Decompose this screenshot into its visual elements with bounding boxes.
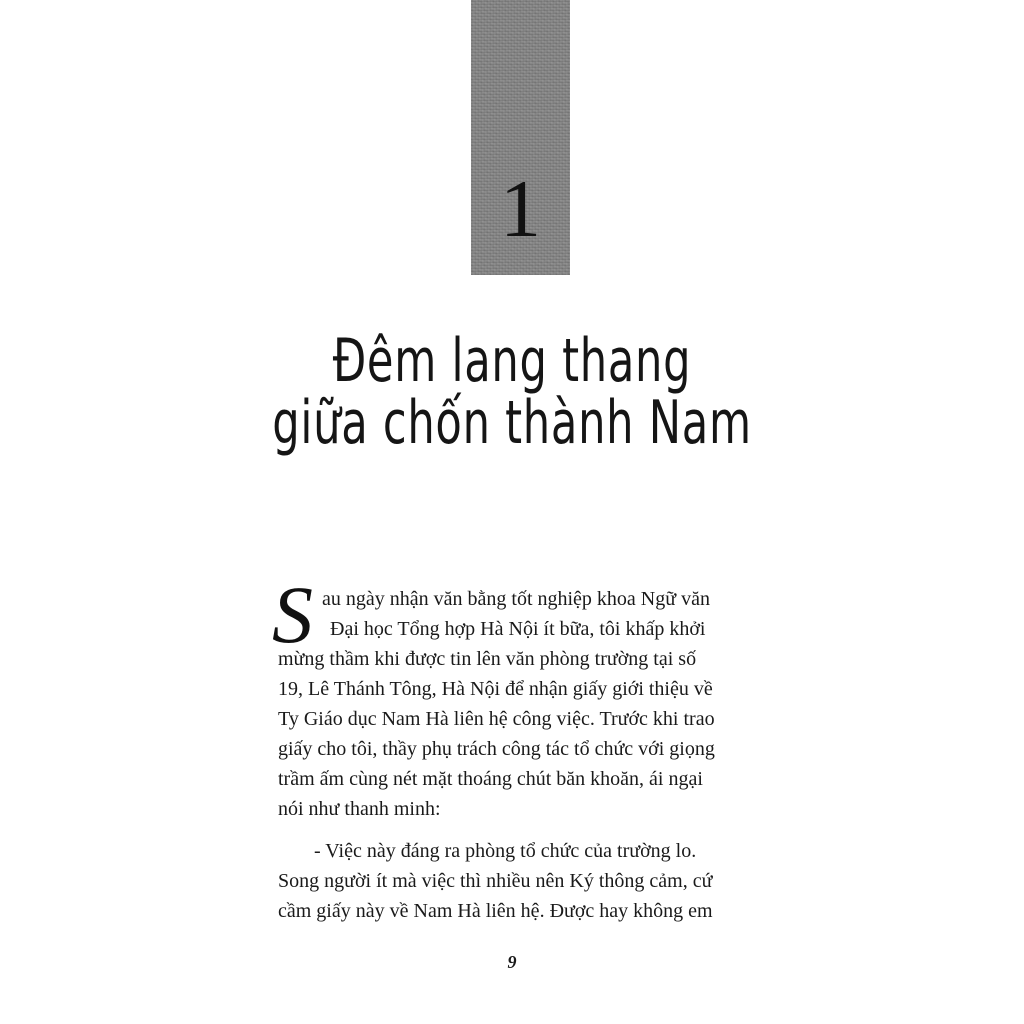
body-text [272, 569, 768, 926]
text-line: giấy cho tôi, thầy phụ trách công tác tổ chức với giọng [278, 738, 715, 760]
text-line: 19, Lê Thánh Tông, Hà Nội để nhận giấy giới thiệu về [278, 678, 713, 700]
text-line: cầm giấy này về Nam Hà liên hệ. Được hay không em [278, 900, 713, 922]
text-line: nói như thanh minh: [278, 798, 441, 820]
chapter-number: 1 [500, 163, 541, 254]
text-line: Đại học Tổng hợp Hà Nội ít bữa, tôi khấp khởi [330, 618, 706, 640]
drop-cap: S [272, 569, 313, 660]
paragraph-1 [278, 584, 768, 824]
text-line: Ty Giáo dục Nam Hà liên hệ công việc. Trước khi trao [278, 708, 715, 730]
chapter-title-line-1: Đêm lang thang [332, 326, 692, 396]
text-line: au ngày nhận văn bằng tốt nghiệp khoa Ngữ văn [322, 588, 710, 610]
text-line: Song người ít mà việc thì nhiều nên Ký thông cảm, cứ [278, 870, 713, 892]
page-number: 9 [507, 952, 517, 972]
chapter-number-block [471, 0, 570, 275]
chapter-title-line-2: giữa chốn thành Nam [272, 388, 752, 458]
text-line: trầm ấm cùng nét mặt thoáng chút băn khoăn, ái ngại [278, 768, 703, 790]
chapter-title [143, 326, 880, 458]
text-line: - Việc này đáng ra phòng tổ chức của trường lo. [314, 840, 697, 862]
text-line: mừng thầm khi được tin lên văn phòng trường tại số [278, 648, 697, 670]
paragraph-2 [278, 836, 768, 926]
